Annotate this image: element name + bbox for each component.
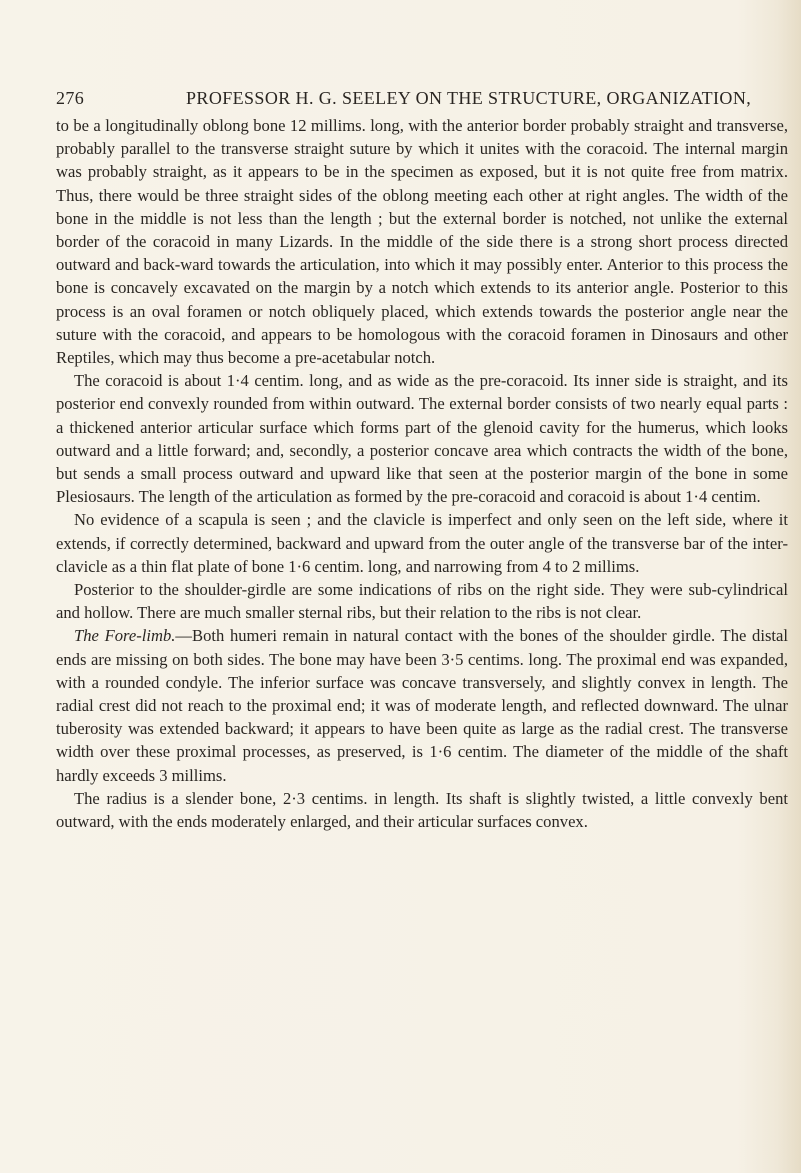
paragraph <box>56 114 788 369</box>
paragraph <box>56 578 788 624</box>
paragraph <box>56 787 788 833</box>
paragraph-text: The radius is a slender bone, 2·3 centims. in length. Its shaft is slightly twisted, a little convexly bent outward, with the ends moderately enlarged, and their articular surfaces convex. <box>56 788 788 832</box>
paragraph <box>56 624 788 786</box>
paragraph <box>56 369 788 508</box>
paragraph-text: The coracoid is about 1·4 centim. long, and as wide as the pre-coracoid. Its inner side is straight, and its posterior end convexly rounded from within outward. The external border consists of two nearly equal parts : a thickened anterior articular surface which forms part of the glenoid cavity for the humerus, which looks outward and a little forward; and, secondly, a posterior concave area which contracts the width of the bone, but sends a small process outward and upward like that seen at the posterior margin of the bone in some Plesiosaurs. The length of the articulation as formed by the pre-coracoid and coracoid is about 1·4 centim. <box>56 371 788 507</box>
paragraph <box>56 508 788 578</box>
paragraph-text: Posterior to the shoulder-girdle are some indications of ribs on the right side. They were sub-cylindrical and hollow. There are much smaller sternal ribs, but their relation to the ribs is not clear. <box>56 580 788 623</box>
page-number: 276 <box>56 88 85 108</box>
running-head <box>56 88 776 112</box>
paragraph-text: —Both humeri remain in natural contact with the bones of the shoulder girdle. The distal ends are missing on both sides. The bone may have been 3·5 centims. long. The proximal end was expanded, with a rounded condyle. The inferior surface was concave transversely, and slightly convex in length. The radial crest did not reach to the proximal end; it was of moderate length, and reflected downward. The ulnar tuberosity was extended backward; it appears to have been quite as large as the radial crest. The transverse width over these proximal processes, as preserved, is 1·6 centim. The diameter of the middle of the shaft hardly exceeds 3 millims. <box>56 626 788 785</box>
paragraph-text: No evidence of a scapula is seen ; and the clavicle is imperfect and only seen on the left side, where it extends, if correctly determined, backward and upward from the outer angle of the transverse bar of the inter-clavicle as a thin flat plate of bone 1·6 centim. long, and narrowing from 4 to 2 millims. <box>56 510 788 576</box>
section-heading: The Fore-limb. <box>74 626 176 646</box>
running-title: PROFESSOR H. G. SEELEY ON THE STRUCTURE, ORGANIZATION, <box>186 88 752 108</box>
paragraph-text: to be a longitudinally oblong bone 12 millims. long, with the anterior border probably straight and transverse, probably parallel to the transverse straight suture by which it unites with the coracoid. The internal margin was probably straight, as it appears to be in the specimen as exposed, but it is not quite free from matrix. Thus, there would be three straight sides of the oblong meeting each other at right angles. The width of the bone in the middle is not less than the length ; but the external border is notched, not unlike the external border of the coracoid in many Lizards. In the middle of the side there is a strong short process directed outward and back-ward towards the articulation, into which it may possibly enter. Anterior to this process the bone is concavely excavated on the margin by a notch which extends to its anterior angle. Posterior to this process is an oval foramen or notch obliquely placed, which extends towards the posterior angle near the suture with the coracoid, and appears to be homologous with the coracoid foramen in Dinosaurs and other Reptiles, which may thus become a pre-acetabular notch. <box>56 116 788 368</box>
body-text <box>56 114 788 833</box>
